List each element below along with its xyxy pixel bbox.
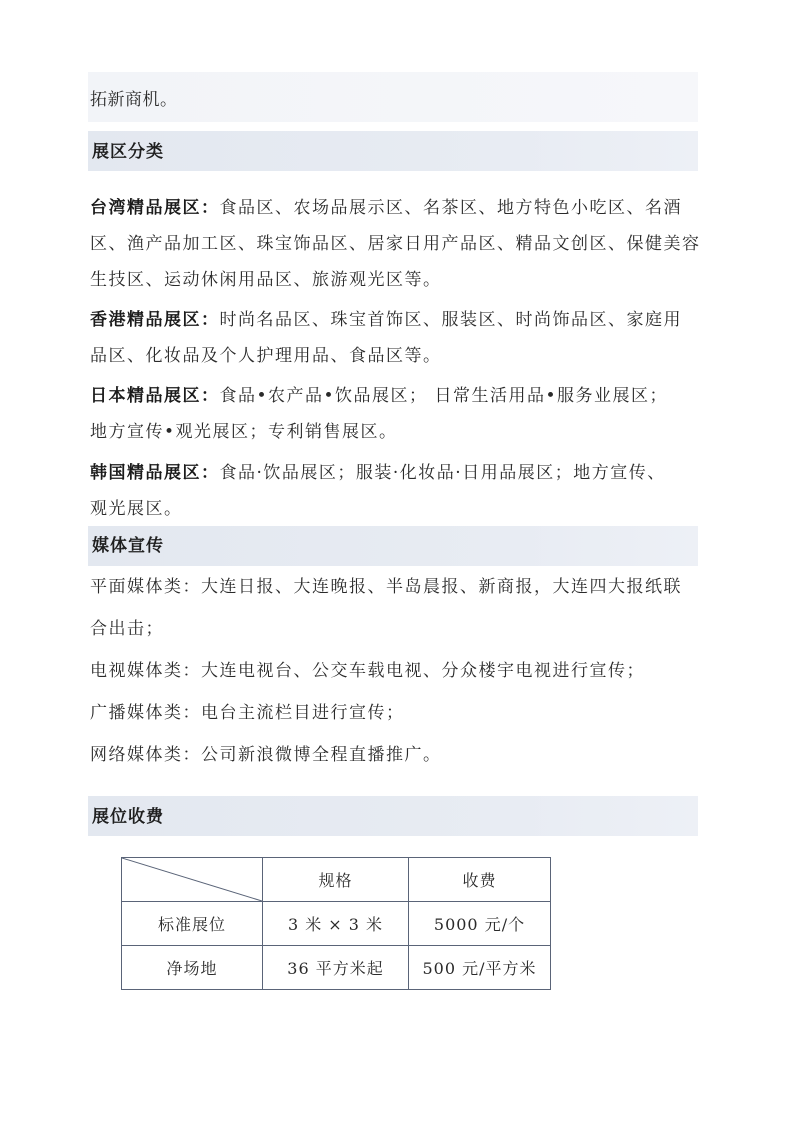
media-tv: 电视媒体类：大连电视台、公交车载电视、分众楼宇电视进行宣传； (90, 661, 645, 681)
table-row (122, 946, 551, 990)
taiwan-zone-line2: 区、渔产品加工区、珠宝饰品区、居家日用产品区、精品文创区、保健美容 (90, 234, 701, 254)
japan-zone-line2: 地方宣传•观光展区；专利销售展区。 (90, 422, 398, 442)
media-print (90, 566, 702, 650)
korea-zone-label: 韩国精品展区： (90, 463, 220, 483)
japan-zone-label: 日本精品展区： (90, 386, 220, 406)
korea-zone-line1: 食品·饮品展区；服装·化妆品·日用品展区；地方宣传、 (219, 463, 666, 483)
diagonal-line (122, 858, 262, 901)
hongkong-zone-label: 香港精品展区： (90, 310, 220, 330)
header-spec: 规格 (263, 858, 409, 902)
intro-band (88, 72, 698, 122)
table-row (122, 902, 551, 946)
zones-section-title: 展区分类 (92, 142, 164, 162)
zones-section-bar (88, 131, 698, 171)
row-price: 500 元/平方米 (409, 946, 551, 990)
row-name: 标准展位 (122, 902, 263, 946)
taiwan-zone-label: 台湾精品展区： (90, 198, 220, 218)
fees-section-bar (88, 796, 698, 836)
row-spec: 3 米 × 3 米 (263, 902, 409, 946)
media-section-bar (88, 526, 698, 566)
media-web: 网络媒体类：公司新浪微博全程直播推广。 (90, 745, 442, 765)
row-name: 净场地 (122, 946, 263, 990)
row-price: 5000 元/个 (409, 902, 551, 946)
media-print-line2: 合出击； (90, 619, 164, 639)
intro-text: 拓新商机。 (90, 90, 178, 110)
japan-zone-paragraph (90, 378, 702, 450)
hongkong-zone-line2: 品区、化妆品及个人护理用品、食品区等。 (90, 346, 442, 366)
fees-section-title: 展位收费 (92, 807, 164, 827)
header-price: 收费 (409, 858, 551, 902)
hongkong-zone-line1: 时尚名品区、珠宝首饰区、服装区、时尚饰品区、家庭用 (219, 310, 682, 330)
taiwan-zone-line1: 食品区、农场品展示区、名茶区、地方特色小吃区、名酒 (219, 198, 682, 218)
row-spec: 36 平方米起 (263, 946, 409, 990)
hongkong-zone-paragraph (90, 302, 702, 374)
korea-zone-line2: 观光展区。 (90, 499, 183, 519)
taiwan-zone-line3: 生技区、运动休闲用品区、旅游观光区等。 (90, 270, 442, 290)
media-print-line1: 平面媒体类：大连日报、大连晚报、半岛晨报、新商报，大连四大报纸联 (90, 577, 682, 597)
korea-zone-paragraph (90, 455, 702, 527)
table-header-row (122, 858, 551, 902)
media-section-title: 媒体宣传 (92, 536, 164, 556)
fees-table (121, 857, 551, 990)
diagonal-header-cell (122, 858, 263, 902)
japan-zone-line1: 食品•农产品•饮品展区； 日常生活用品•服务业展区； (219, 386, 668, 406)
taiwan-zone-paragraph (90, 190, 702, 298)
media-radio: 广播媒体类：电台主流栏目进行宣传； (90, 703, 405, 723)
